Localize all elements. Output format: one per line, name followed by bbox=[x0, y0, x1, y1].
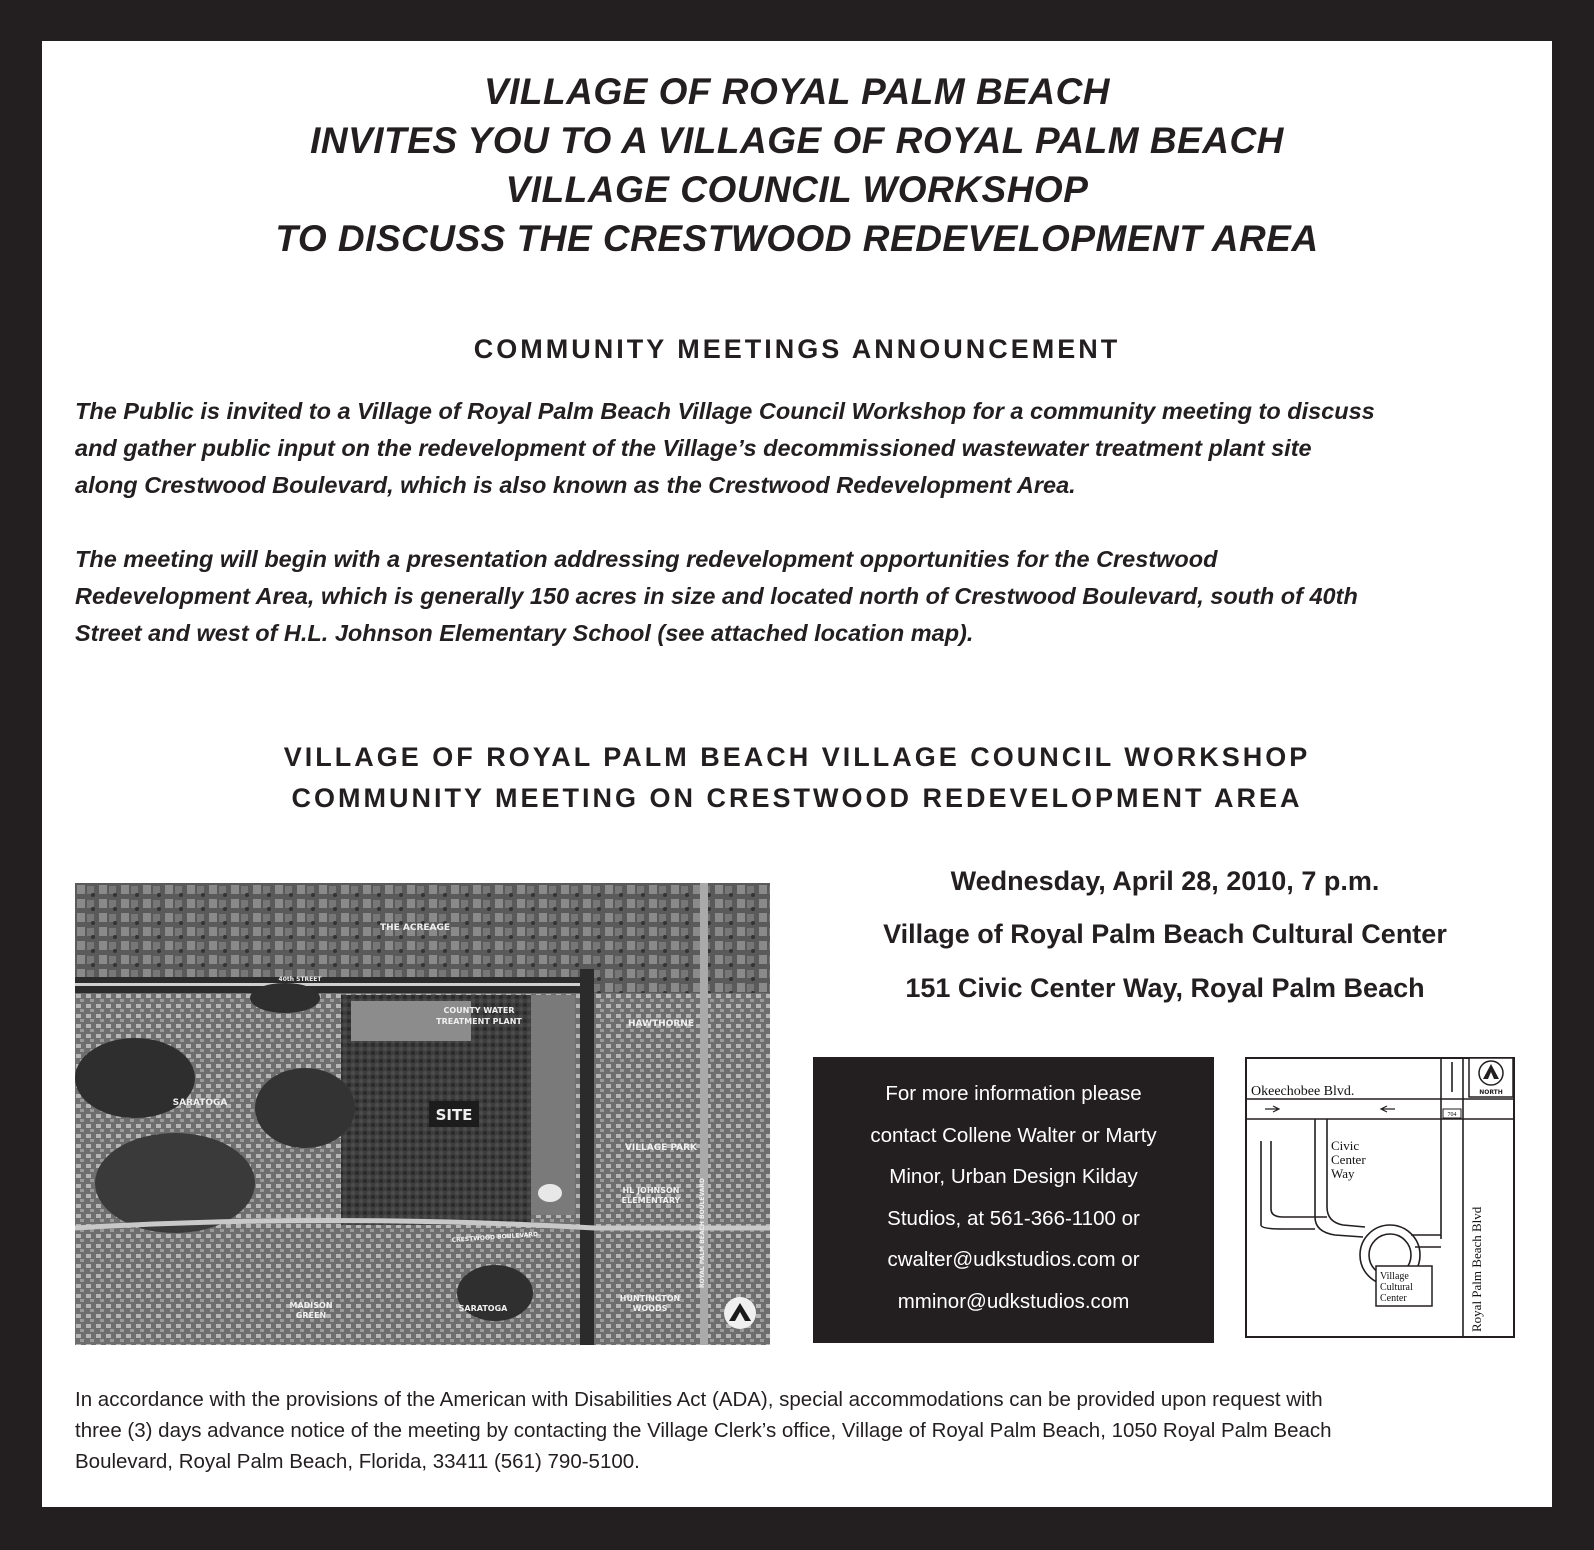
ada-line-1: In accordance with the provisions of the American with Disabilities Act (ADA), special accommodations can be provided upon request with bbox=[75, 1388, 1323, 1411]
contact-line-2: contact Collene Walter or Marty bbox=[870, 1123, 1157, 1147]
village-label-2: Cultural bbox=[1380, 1282, 1413, 1293]
location-map bbox=[1245, 1057, 1515, 1338]
intro-line-3: along Crestwood Boulevard, which is also known as the Crestwood Redevelopment Area. bbox=[75, 472, 1076, 498]
workshop-title-line-2: COMMUNITY MEETING ON CRESTWOOD REDEVELOPMENT AREA bbox=[291, 783, 1303, 813]
contact-email-1[interactable]: cwalter@udkstudios.com or bbox=[887, 1248, 1140, 1271]
presentation-line-3: Street and west of H.L. Johnson Elementary School (see attached location map). bbox=[75, 620, 974, 646]
label-county-water-1: COUNTY WATER bbox=[443, 1006, 515, 1015]
north-label: NORTH bbox=[1479, 1089, 1503, 1096]
civic-label-1: Civic bbox=[1331, 1138, 1360, 1153]
ada-notice bbox=[75, 1384, 1525, 1477]
label-madison-1: MADISON bbox=[289, 1301, 333, 1310]
intro-line-1: The Public is invited to a Village of Royal Palm Beach Village Council Workshop for a community meeting to discuss bbox=[75, 398, 1375, 424]
label-hl-johnson-1: HL JOHNSON bbox=[622, 1186, 680, 1195]
header-line-1: VILLAGE OF ROYAL PALM BEACH bbox=[483, 71, 1111, 112]
intro-paragraph bbox=[75, 393, 1515, 504]
okeechobee-label: Okeechobee Blvd. bbox=[1251, 1084, 1355, 1099]
label-hl-johnson-2: ELEMENTARY bbox=[621, 1196, 681, 1205]
civic-label-3: Way bbox=[1331, 1166, 1355, 1181]
contact-email-2[interactable]: mminor@udkstudios.com bbox=[897, 1289, 1130, 1313]
label-40th-street: 40th STREET bbox=[278, 976, 322, 983]
workshop-title-line-1: VILLAGE OF ROYAL PALM BEACH VILLAGE COUNCIL WORKSHOP bbox=[283, 742, 1311, 772]
route-704-label: 704 bbox=[1447, 1112, 1457, 1118]
village-label-1: Village bbox=[1380, 1271, 1409, 1282]
ada-line-2: three (3) days advance notice of the meeting by contacting the Village Clerk’s office, Village of Royal Palm Beach, 1050 Royal Palm Beach bbox=[75, 1419, 1332, 1442]
north-arrow-icon bbox=[1469, 1058, 1513, 1097]
header-line-2: INVITES YOU TO A VILLAGE OF ROYAL PALM BEACH bbox=[310, 120, 1284, 161]
label-rpb-blvd: ROYAL PALM BEACH BOULEVARD bbox=[699, 1178, 706, 1288]
label-madison-2: GREEN bbox=[295, 1311, 327, 1320]
presentation-line-2: Redevelopment Area, which is generally 150 acres in size and located north of Crestwood Boulevard, south of 40th bbox=[75, 583, 1358, 609]
label-site: SITE bbox=[435, 1106, 473, 1124]
village-label-3: Center bbox=[1380, 1293, 1407, 1304]
label-huntington-1: HUNTINGTON bbox=[619, 1294, 681, 1303]
label-the-acreage: THE ACREAGE bbox=[379, 923, 451, 933]
announcement-heading: COMMUNITY MEETINGS ANNOUNCEMENT bbox=[473, 334, 1121, 364]
ada-line-3: Boulevard, Royal Palm Beach, Florida, 33411 (561) 790-5100. bbox=[75, 1450, 640, 1473]
rpb-blvd-label: Royal Palm Beach Blvd bbox=[1469, 1206, 1484, 1332]
event-datetime: Wednesday, April 28, 2010, 7 p.m. bbox=[950, 866, 1380, 896]
contact-line-1: For more information please bbox=[885, 1082, 1142, 1105]
north-arrow-icon bbox=[724, 1297, 756, 1329]
label-crestwood-blvd: CRESTWOOD BOULEVARD bbox=[451, 1230, 539, 1245]
event-address: 151 Civic Center Way, Royal Palm Beach bbox=[905, 973, 1425, 1003]
intro-line-2: and gather public input on the redevelopment of the Village’s decommissioned wastewater treatment plant site bbox=[75, 435, 1312, 461]
label-village-park: VILLAGE PARK bbox=[624, 1143, 698, 1153]
header-line-3: VILLAGE COUNCIL WORKSHOP bbox=[505, 169, 1089, 210]
announcement-sheet bbox=[42, 41, 1552, 1507]
aerial-site-map bbox=[75, 883, 770, 1345]
civic-label-2: Center bbox=[1331, 1152, 1366, 1167]
label-county-water-2: TREATMENT PLANT bbox=[436, 1017, 522, 1026]
label-saratoga-west: SARATOGA bbox=[172, 1098, 228, 1108]
contact-line-3: Minor, Urban Design Kilday bbox=[889, 1165, 1138, 1188]
presentation-line-1: The meeting will begin with a presentation addressing redevelopment opportunities for the Crestwood bbox=[75, 546, 1218, 572]
event-venue: Village of Royal Palm Beach Cultural Center bbox=[883, 919, 1447, 949]
label-huntington-2: WOODS bbox=[632, 1304, 668, 1313]
contact-info-box bbox=[813, 1057, 1214, 1343]
contact-line-4: Studios, at 561-366-1100 or bbox=[887, 1206, 1140, 1230]
header-line-4: TO DISCUSS THE CRESTWOOD REDEVELOPMENT AREA bbox=[275, 218, 1319, 259]
presentation-paragraph bbox=[75, 541, 1515, 652]
label-hawthorne: HAWTHORNE bbox=[628, 1019, 694, 1029]
label-saratoga-south: SARATOGA bbox=[458, 1304, 508, 1313]
